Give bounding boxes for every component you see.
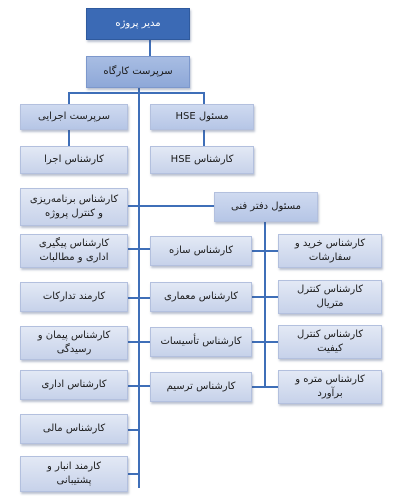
connector [252, 296, 278, 298]
node-contract-subcontractor-expert: کارشناس پیمان و رسیدگی [20, 326, 128, 360]
node-hse-expert: کارشناس HSE [150, 146, 254, 174]
node-finance-expert: کارشناس مالی [20, 414, 128, 444]
node-warehouse-support-clerk: کارمند انبار و پشتیبانی [20, 456, 128, 492]
node-technical-office-head: مسئول دفتر فنی [214, 192, 318, 222]
node-administrative-expert: کارشناس اداری [20, 370, 128, 400]
connector [252, 386, 278, 388]
connector [252, 341, 278, 343]
connector [203, 92, 205, 104]
connector [264, 222, 266, 388]
connector [252, 250, 278, 252]
node-installations-expert: کارشناس تأسیسات [150, 327, 252, 357]
node-project-manager: مدیر پروژه [86, 8, 190, 40]
node-execution-expert: کارشناس اجرا [20, 146, 128, 174]
connector [128, 429, 138, 431]
connector [68, 92, 204, 94]
node-site-supervisor: سرپرست کارگاه [86, 56, 190, 88]
connector [68, 92, 70, 104]
node-quantity-estimate-expert: کارشناس متره و برآورد [278, 370, 382, 404]
node-procurement-orders-expert: کارشناس خرید و سفارشات [278, 234, 382, 268]
node-hse-officer: مسئول HSE [150, 104, 254, 130]
node-executive-supervisor: سرپرست اجرایی [20, 104, 128, 130]
node-quality-control-expert: کارشناس کنترل کیفیت [278, 325, 382, 359]
connector [128, 248, 150, 250]
connector [149, 40, 151, 56]
connector [203, 130, 205, 146]
connector [128, 297, 150, 299]
node-material-control-expert: کارشناس کنترل متریال [278, 280, 382, 314]
connector [138, 88, 140, 488]
node-planning-control-expert: کارشناس برنامه‌ریزی و کنترل پروژه [20, 188, 128, 226]
connector [128, 385, 150, 387]
node-architecture-expert: کارشناس معماری [150, 282, 252, 312]
connector [128, 341, 150, 343]
connector [128, 205, 214, 207]
node-structure-expert: کارشناس سازه [150, 236, 252, 266]
connector [128, 473, 138, 475]
node-logistics-clerk: کارمند تدارکات [20, 282, 128, 312]
node-drafting-expert: کارشناس ترسیم [150, 372, 252, 402]
connector [68, 130, 70, 146]
node-admin-followup-expert: کارشناس پیگیری اداری و مطالبات [20, 234, 128, 268]
